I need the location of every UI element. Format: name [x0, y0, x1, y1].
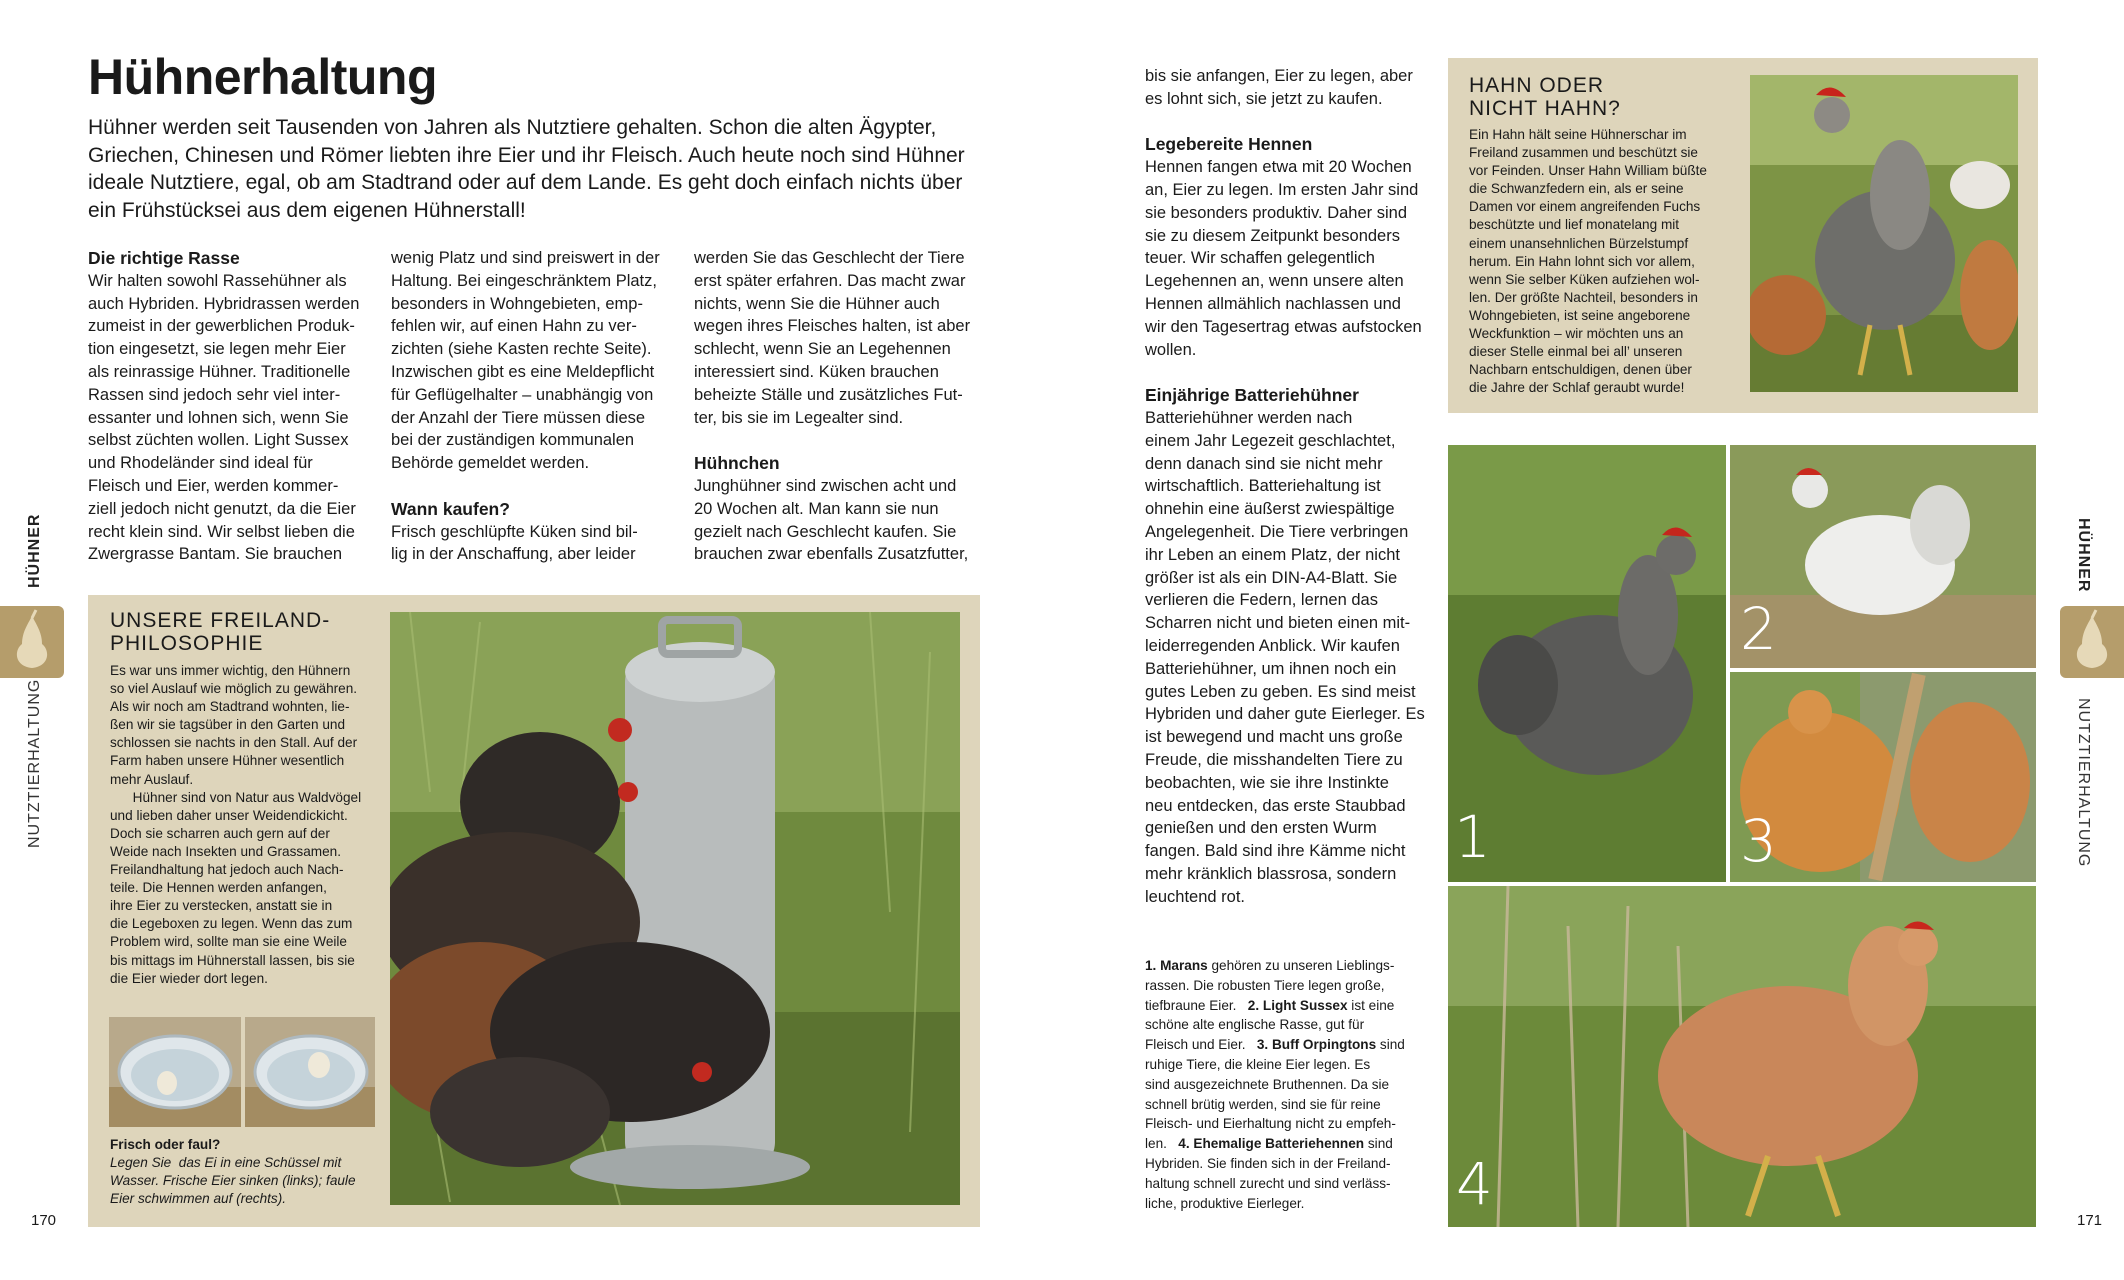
- text-line: Freiland zusammen und beschützt sie: [1469, 145, 1698, 161]
- column-2-text-b: [391, 521, 681, 567]
- text-line: mehr Auslauf.: [110, 771, 194, 787]
- pear-icon: [0, 606, 64, 678]
- column-2: [391, 247, 681, 566]
- text-line: Rassen sind jedoch sehr viel inter-: [88, 385, 341, 404]
- text-line: genießen und den ersten Wurm: [1145, 819, 1377, 838]
- text-line: herum. Ein Hahn lohnt sich vor allem,: [1469, 253, 1695, 269]
- text-line: Damen vor einem angreifenden Fuchs: [1469, 199, 1701, 215]
- text-line: nichts, wenn Sie die Hühner auch: [694, 294, 940, 313]
- text-line: schlossen sie nachts in den Stall. Auf der: [110, 735, 358, 751]
- page-number-right: 171: [2077, 1212, 2103, 1229]
- text-line: Wasser. Frische Eier sinken (links); faule: [110, 1173, 356, 1189]
- text-line: Weide nach Insekten und Grassamen.: [110, 843, 341, 859]
- text-line: beobachten, wie sie ihre Instinkte: [1145, 773, 1389, 792]
- text-line: 20 Wochen alt. Man kann sie nun: [694, 499, 939, 518]
- text-line: Haltung. Bei eingeschränktem Platz,: [391, 271, 657, 290]
- text-line: ter, bis sie im Legealter sind.: [694, 408, 904, 427]
- text-line: sie zu diesem Zeitpunkt besonders: [1145, 226, 1400, 245]
- heading-huehnchen: Hühnchen: [694, 453, 780, 474]
- buff-orpington-photo: [1730, 672, 2036, 882]
- text-line: neu entdecken, das erste Staubbad: [1145, 796, 1406, 815]
- text-line: Es war uns immer wichtig, den Hühnern: [110, 663, 351, 678]
- text-line: an, Eier zu legen. Im ersten Jahr sind: [1145, 180, 1419, 199]
- heading-wann-kaufen: Wann kaufen?: [391, 498, 510, 519]
- text-line: Wir halten sowohl Rassehühner als: [88, 271, 347, 290]
- text-line: fehlen wir, auf einen Hahn zu ver-: [391, 317, 637, 336]
- text-line: Ein Hahn hält seine Hühnerschar im: [1469, 127, 1687, 142]
- text-line: leiderregenden Anblick. Wir kaufen: [1145, 636, 1400, 655]
- freiland-box-text: [110, 662, 380, 988]
- text-line: zumeist in der gewerblichen Produk-: [88, 317, 355, 336]
- text-line: mehr kränklich blassrosa, sondern: [1145, 864, 1397, 883]
- side-label-huehner-right: HÜHNER: [2075, 518, 2092, 593]
- text-line: so viel Auslauf wie möglich zu gewähren.: [110, 681, 358, 697]
- heading-die-richtige-rasse: Die richtige Rasse: [88, 248, 240, 268]
- text-line: die Schwanzfedern ein, als er seine: [1469, 181, 1684, 197]
- photo-number-2: 2: [1740, 595, 1777, 663]
- text-line: Batteriehühner, um ihnen noch ein: [1145, 659, 1397, 678]
- side-label-nutztierhaltung-left: NUTZTIERHALTUNG: [26, 678, 43, 848]
- text-line: einem Jahr Legezeit geschlachtet,: [1145, 431, 1396, 450]
- text-line: Wohngebieten, ist seine angeborene: [1469, 307, 1691, 323]
- photo-number-3: 3: [1740, 807, 1777, 875]
- text-line: Freude, die misshandelten Tiere zu: [1145, 750, 1403, 769]
- text-line: größer ist als ein DIN-A4-Blatt. Sie: [1145, 568, 1398, 587]
- right-column-text-b: [1145, 156, 1445, 361]
- text-line: NICHT HAHN?: [1469, 97, 1621, 120]
- text-line: lig in der Anschaffung, aber leider: [391, 545, 636, 564]
- text-line: die Jahre der Schlaf geraubt wurde!: [1469, 380, 1685, 396]
- text-line: fangen. Bald sind ihre Kämme nicht: [1145, 842, 1406, 861]
- text-line: Farm haben unsere Hühner wesentlich: [110, 753, 345, 769]
- text-line: Nachbarn entschuldigen, denen über: [1469, 362, 1692, 378]
- text-line: Problem wird, sollte man sie eine Weile: [110, 934, 347, 950]
- freiland-box-title: [110, 609, 380, 655]
- marans-photo: [1448, 445, 1726, 882]
- hahn-box-text: [1469, 126, 1739, 397]
- egg-floating-photo: [245, 1017, 375, 1127]
- text-line: Legehennen an, wenn unsere alten: [1145, 272, 1404, 291]
- text-line: ziell jedoch nicht genutzt, da die Eier: [88, 499, 356, 518]
- egg-caption-text: [110, 1154, 380, 1208]
- text-line: HAHN ODER: [1469, 74, 1605, 97]
- text-line: ihre Eier zu verstecken, anstatt sie in: [110, 898, 333, 914]
- page-title: Hühnerhaltung: [88, 49, 438, 105]
- text-line: sie besonders produktiv. Daher sind: [1145, 203, 1408, 222]
- breed-captions: 1. Marans gehören zu unseren Lieblings- rassen. Die robusten Tiere legen große, tiefbraune Eier. 2. Light Sussex ist eine schöne alte englische Rasse, gut für Fleisch und Eier. 3. Buff Orpingtons sind ruhige Tiere, die kleine Eier legen. Es sind ausgezeichnete Bruthennen. Da sie schnell brütig werden, sind sie für reine Fleisch- und Eierhaltung nicht zu empfeh- len. 4. Ehemalige Batteriehennen sind Hybriden. Sie finden sich in der Freiland- haltung schnell zurecht und sind verläss- liche, produktive Eierleger.: [1145, 958, 1405, 1211]
- text-line: wenn Sie selber Küken aufziehen wol-: [1469, 271, 1700, 287]
- photo-number-1: 1: [1454, 803, 1491, 871]
- text-line: Hybriden und daher gute Eierleger. Es: [1145, 705, 1425, 724]
- hens-waterer-photo: [390, 612, 960, 1205]
- text-line: brauchen zwar ebenfalls Zusatzfutter,: [694, 545, 969, 564]
- text-line: wenig Platz und sind preiswert in der: [391, 249, 660, 267]
- text-line: beschützte und lief monatelang mit: [1469, 217, 1680, 233]
- text-line: Fleisch und Eier, werden kommer-: [88, 476, 339, 495]
- text-line: und Rhodeländer sind ideal für: [88, 454, 313, 473]
- right-column: [1145, 65, 1445, 908]
- text-line: ßen wir sie tagsüber in den Garten und: [110, 717, 346, 733]
- text-line: als reinrassige Hühner. Traditionelle: [88, 362, 351, 381]
- text-line: beheizte Ställe und zusätzliches Fut-: [694, 385, 963, 404]
- text-line: die Legeboxen zu legen. Wenn das zum: [110, 916, 353, 932]
- text-line: Als wir noch am Stadtrand wohnten, lie-: [110, 699, 350, 715]
- text-line: Junghühner sind zwischen acht und: [694, 476, 957, 495]
- text-line: auch Hybriden. Hybridrassen werden: [88, 294, 360, 313]
- light-sussex-photo: [1730, 445, 2036, 668]
- text-line: Freilandhaltung hat jedoch auch Nach-: [110, 862, 344, 878]
- text-line: besonders in Wohngebieten, emp-: [391, 294, 643, 313]
- column-3: [694, 247, 984, 566]
- text-line: der Anzahl der Tiere müssen diese: [391, 408, 646, 427]
- column-3-text-a: [694, 247, 984, 429]
- text-line: Weckfunktion – wir möchten uns an: [1469, 326, 1684, 342]
- photo-number-4: 4: [1456, 1150, 1493, 1218]
- text-line: es lohnt sich, sie jetzt zu kaufen.: [1145, 89, 1383, 108]
- column-2-text-a: [391, 247, 681, 475]
- text-line: Hühner sind von Natur aus Waldvögel: [110, 789, 362, 805]
- column-1: [88, 247, 378, 566]
- text-line: leuchtend rot.: [1145, 887, 1245, 906]
- text-line: wegen ihres Fleisches halten, ist aber: [694, 317, 971, 336]
- right-column-text-a: [1145, 65, 1445, 111]
- text-line: erst später erfahren. Das macht zwar: [694, 271, 966, 290]
- text-line: zichten (siehe Kasten rechte Seite).: [391, 340, 652, 359]
- egg-caption-title: Frisch oder faul?: [110, 1137, 221, 1152]
- text-line: teuer. Wir schaffen gelegentlich: [1145, 249, 1375, 268]
- text-line: wollen.: [1145, 340, 1197, 359]
- text-line: die Eier wieder dort legen.: [110, 970, 268, 986]
- text-line: dieser Stelle einmal bei all’ unseren: [1469, 344, 1683, 360]
- text-line: bis sie anfangen, Eier zu legen, aber: [1145, 67, 1413, 85]
- text-line: teile. Die Hennen werden anfangen,: [110, 880, 327, 896]
- text-line: Zwergrasse Bantam. Sie brauchen: [88, 545, 343, 564]
- text-line: denn danach sind sie nicht mehr: [1145, 454, 1383, 473]
- text-line: UNSERE FREILAND-: [110, 609, 331, 632]
- text-line: ohnehin eine äußerst zwiespältige: [1145, 500, 1395, 519]
- text-line: bei der zuständigen kommunalen: [391, 431, 635, 450]
- text-line: gutes Leben zu geben. Es sind meist: [1145, 682, 1416, 701]
- text-line: bis mittags im Hühnerstall lassen, bis sie: [110, 952, 355, 968]
- text-line: Angelegenheit. Die Tiere verbringen: [1145, 522, 1409, 541]
- text-line: tion eingesetzt, sie legen mehr Eier: [88, 340, 346, 359]
- ex-battery-hen-photo: [1448, 886, 2036, 1227]
- page-number-left: 170: [31, 1212, 57, 1229]
- text-line: ihr Leben an einem Platz, der nicht: [1145, 545, 1400, 564]
- text-line: und lieben daher unser Weidendickicht.: [110, 807, 348, 823]
- text-line: essanter und lohnen sich, wenn Sie: [88, 408, 349, 427]
- text-line: einem unansehnlichen Bürzelstumpf: [1469, 235, 1689, 251]
- text-line: vor Feinden. Unser Hahn William büßte: [1469, 163, 1707, 179]
- rooster-photo: [1750, 75, 2018, 392]
- heading-legebereite-hennen: Legebereite Hennen: [1145, 134, 1313, 155]
- text-line: Scharren nicht und bieten einen mit-: [1145, 614, 1411, 633]
- text-line: Batteriehühner werden nach: [1145, 408, 1353, 427]
- text-line: Eier schwimmen auf (rechts).: [110, 1191, 287, 1207]
- text-line: Hennen fangen etwa mit 20 Wochen: [1145, 158, 1412, 177]
- pear-icon: [2060, 606, 2124, 678]
- side-label-huehner-left: HÜHNER: [26, 513, 43, 588]
- right-column-text-c: [1145, 407, 1445, 909]
- hahn-box-title: [1469, 74, 1719, 120]
- text-line: wir den Tagesertrag etwas aufstocken: [1145, 317, 1422, 336]
- text-line: recht klein sind. Wir selbst lieben die: [88, 522, 355, 541]
- text-line: verlieren die Federn, lernen das: [1145, 591, 1378, 610]
- text-line: Doch sie scharren auch gern auf der: [110, 825, 330, 841]
- pear-tab-left: [0, 606, 64, 678]
- intro-paragraph: Hühner werden seit Tausenden von Jahren als Nutztiere gehalten. Schon die alten Ägypter, Griechen, Chinesen und Römer liebten ihre Eier und ihr Fleisch. Auch heute noch sind Hühner ideale Nutztiere, egal, ob am Stadtrand oder auf dem Lande. Es geht doch einfach nichts über ein Frühstücksei aus dem eigenen Hühnerstall!: [88, 116, 965, 222]
- side-label-nutztierhaltung-right: NUTZTIERHALTUNG: [2075, 698, 2092, 868]
- text-line: ist bewegend und macht uns große: [1145, 728, 1403, 747]
- text-line: Frisch geschlüpfte Küken sind bil-: [391, 522, 638, 541]
- egg-sinking-photo: [109, 1017, 241, 1127]
- text-line: Behörde gemeldet werden.: [391, 454, 590, 473]
- text-line: selbst züchten wollen. Light Sussex: [88, 431, 349, 450]
- text-line: len. Der größte Nachteil, besonders in: [1469, 289, 1698, 305]
- column-3-text-b: [694, 475, 984, 566]
- text-line: interessiert sind. Küken brauchen: [694, 362, 939, 381]
- text-line: gezielt nach Geschlecht kaufen. Sie: [694, 522, 957, 541]
- text-line: für Geflügelhalter – unabhängig von: [391, 385, 654, 404]
- text-line: Legen Sie das Ei in eine Schüssel mit: [110, 1155, 342, 1170]
- text-line: wirtschaftlich. Batteriehaltung ist: [1145, 477, 1381, 496]
- text-line: PHILOSOPHIE: [110, 632, 264, 655]
- text-line: schlecht, wenn Sie an Legehennen: [694, 340, 951, 359]
- heading-einjaehrige-batteriehuehner: Einjährige Batteriehühner: [1145, 385, 1359, 406]
- text-line: Hennen allmählich nachlassen und: [1145, 294, 1401, 313]
- column-1-text: [88, 270, 378, 566]
- pear-tab-right: [2060, 606, 2124, 678]
- text-line: Inzwischen gibt es eine Meldepflicht: [391, 362, 655, 381]
- text-line: werden Sie das Geschlecht der Tiere: [694, 249, 965, 267]
